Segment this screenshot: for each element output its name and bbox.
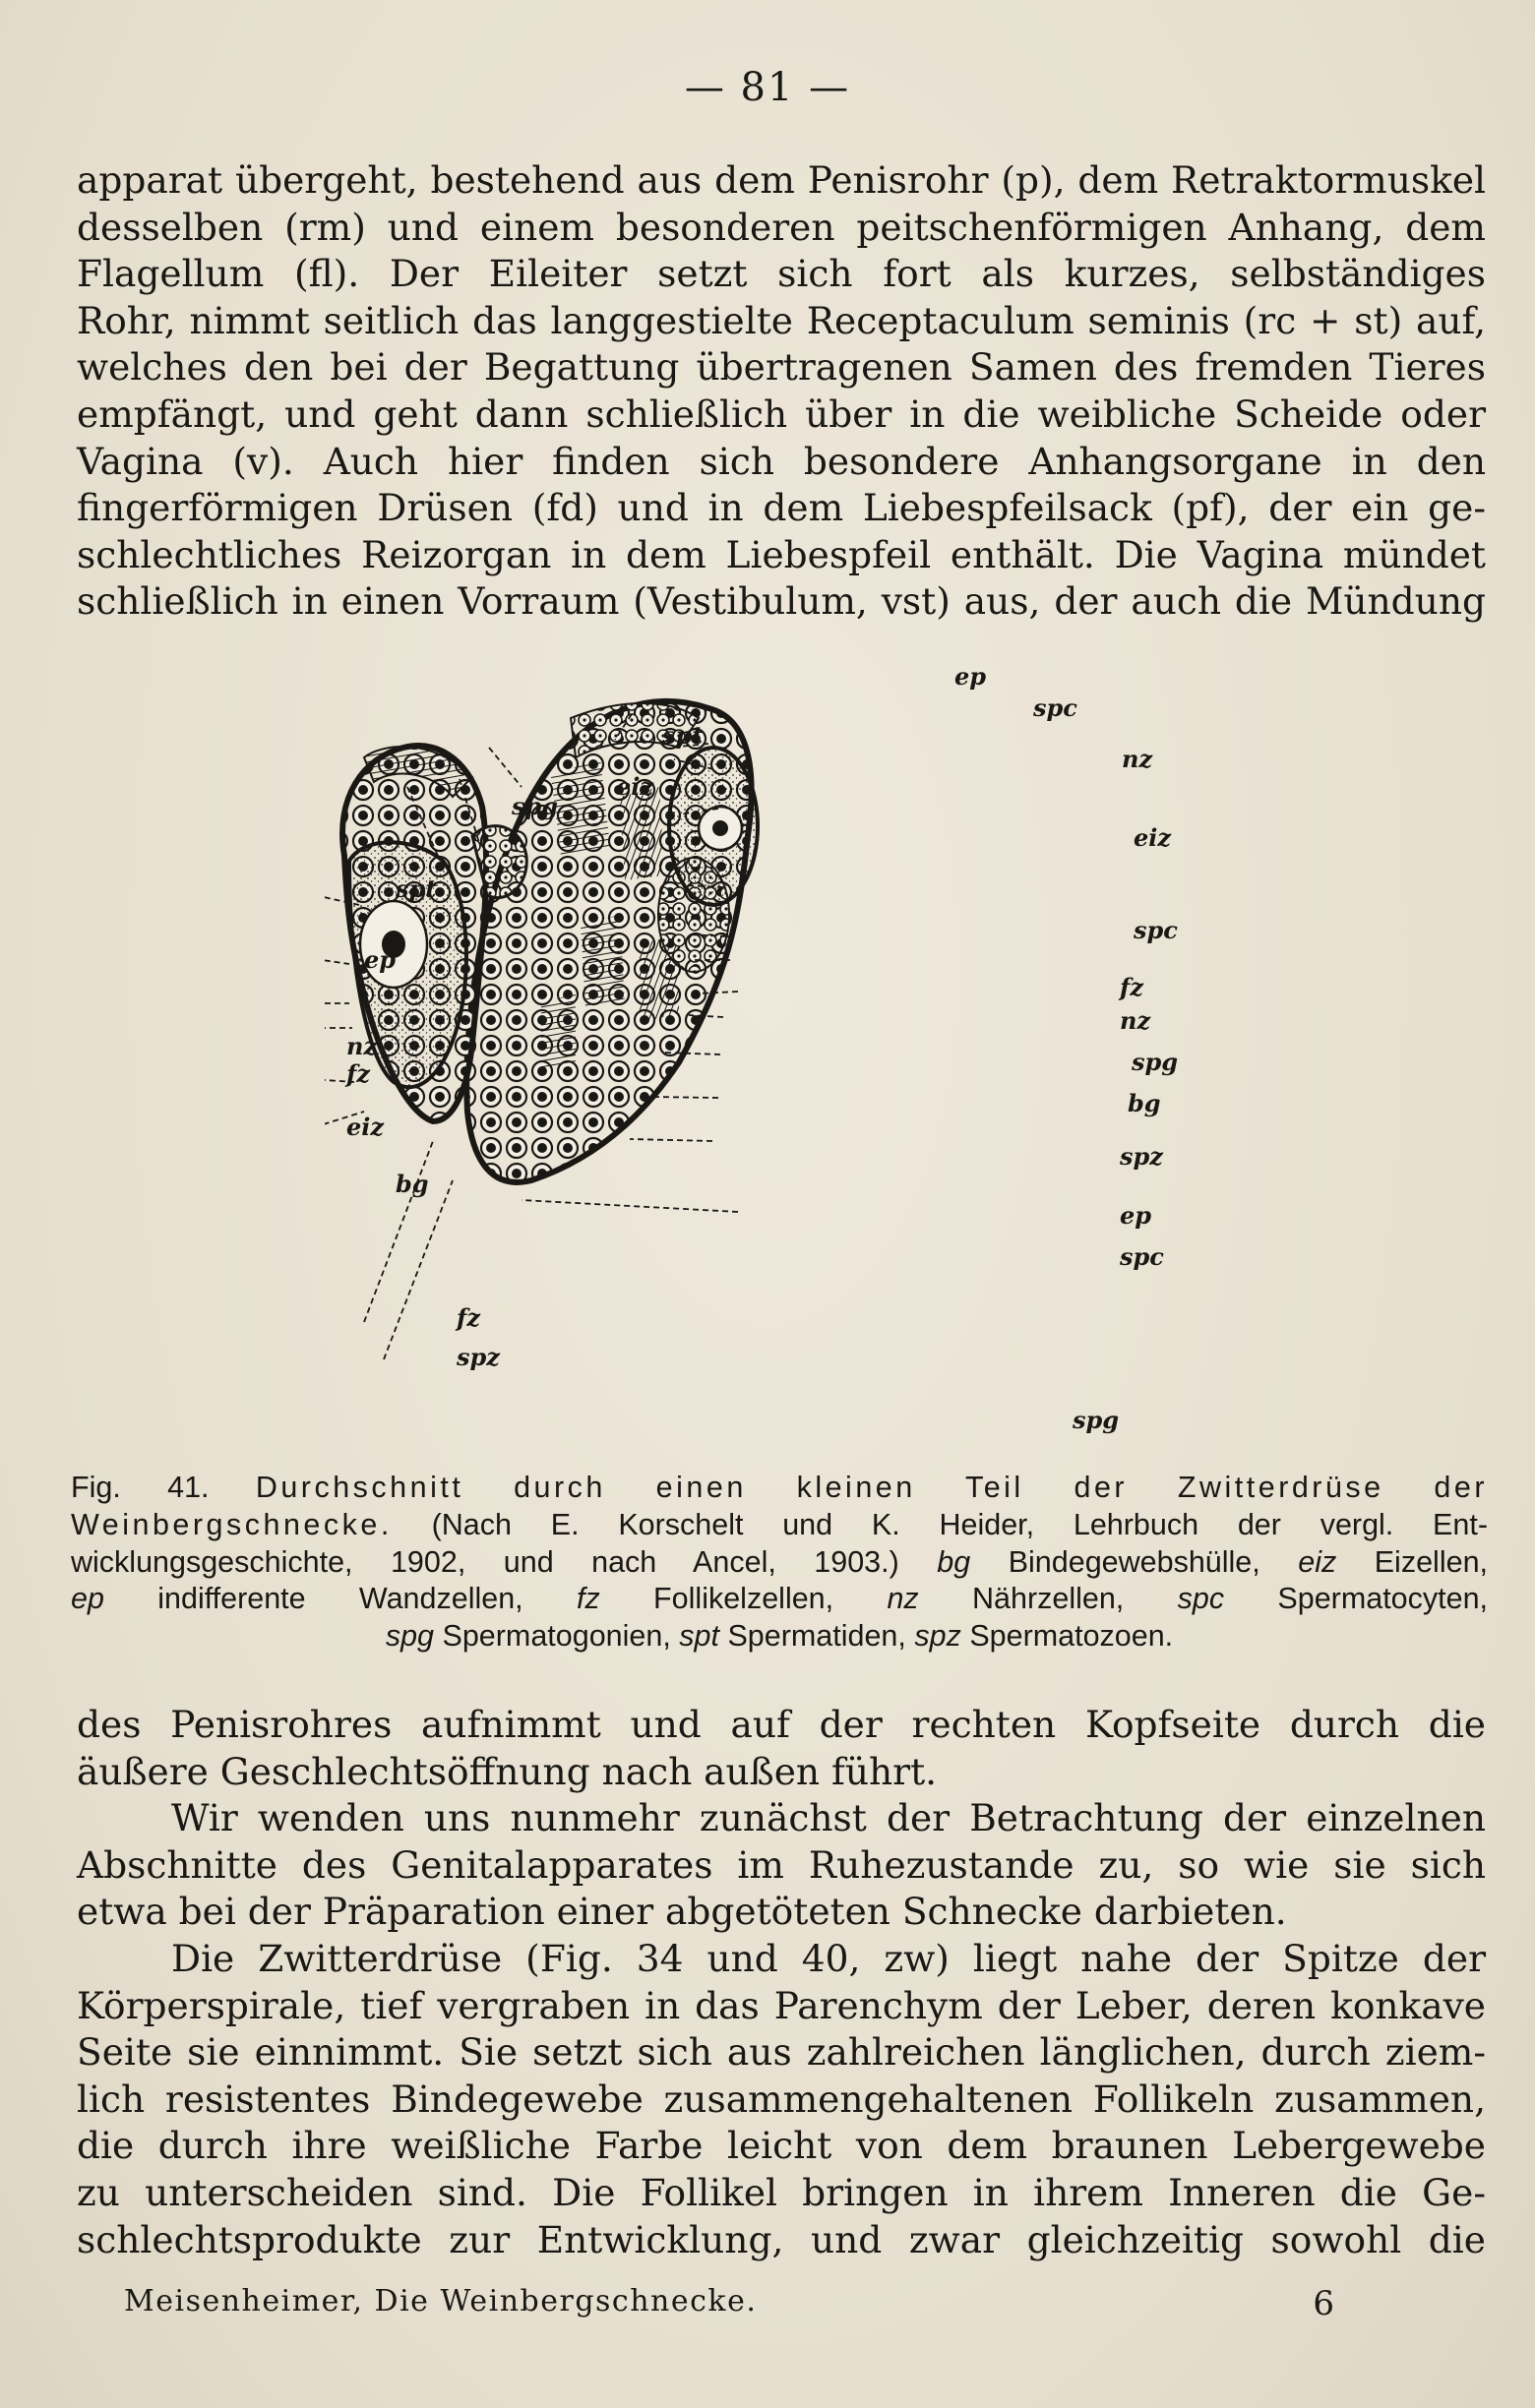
label-spg: spg: [1073, 1406, 1120, 1434]
text-line: lich resistentes Bindegewebe zusammengehaltenen Follikeln zusammen,: [77, 2077, 1486, 2121]
text-line: desselben (rm) und einem besonderen peitschenförmigen Anhang, dem: [77, 205, 1486, 249]
label-bg: bg: [1128, 1089, 1161, 1117]
caption-abbr: spc: [1177, 1582, 1225, 1616]
caption-abbr: eiz: [1298, 1544, 1337, 1579]
text-line: Wir wenden uns nunmehr zunächst der Betrachtung der einzelnen: [171, 1796, 1486, 1840]
signature-mark: 6: [1313, 2284, 1334, 2323]
text-line: etwa bei der Präparation einer abgetöteten Schnecke darbieten.: [77, 1890, 1287, 1934]
text-line: Vagina (v). Auch hier finden sich besondere Anhangsorgane in den: [77, 439, 1486, 483]
label-bg: bg: [396, 1170, 429, 1198]
label-spz: spz: [1120, 1142, 1163, 1171]
caption-line: [71, 1544, 1488, 1582]
figure-caption: [71, 1470, 1488, 1656]
label-ep: ep: [1120, 1201, 1152, 1230]
label-spt: spt: [396, 874, 437, 903]
caption-abbr: bg: [937, 1544, 971, 1579]
label-fz: fz: [457, 1303, 480, 1332]
text-line: empfängt, und geht dann schließlich über in die weibliche Scheide oder: [77, 391, 1486, 436]
caption-abbr: ep: [71, 1582, 104, 1616]
caption-def: Eizellen,: [1374, 1544, 1489, 1579]
caption-def: Spermatocyten,: [1277, 1582, 1489, 1616]
text-line: fingerförmigen Drüsen (fd) und in dem Liebespfeilsack (pf), der ein ge-: [77, 486, 1486, 530]
label-spz: spz: [457, 1343, 500, 1371]
label-spc: spc: [1120, 1242, 1164, 1271]
caption-def: Spermatiden,: [727, 1619, 906, 1654]
text-line: Seite sie einnimmt. Sie setzt sich aus zahlreichen länglichen, durch ziem-: [77, 2030, 1486, 2075]
text-line: apparat übergeht, bestehend aus dem Penisrohr (p), dem Retraktormuskel: [77, 158, 1486, 202]
caption-def: Spermatogonien,: [442, 1619, 671, 1654]
caption-source-end: wicklungsgeschichte, 1902, und nach Ancel, 1903.): [71, 1544, 899, 1579]
paragraph-bottom: [77, 1702, 1486, 2263]
page-number: — 81 —: [684, 65, 851, 110]
caption-title-end: Weinbergschnecke.: [71, 1507, 393, 1541]
text-line: Die Zwitterdrüse (Fig. 34 und 40, zw) liegt nahe der Spitze der: [171, 1936, 1486, 1980]
caption-line: [71, 1618, 1488, 1656]
text-line: Körperspirale, tief vergraben in das Parenchym der Leber, deren konkave: [77, 1983, 1486, 2027]
text-line: schlechtsprodukte zur Entwicklung, und zwar gleichzeitig sowohl die: [77, 2217, 1486, 2261]
caption-def: Spermatozoen.: [969, 1619, 1174, 1654]
label-spt: spt: [662, 721, 704, 750]
text-line: die durch ihre weißliche Farbe leicht von dem braunen Lebergewebe: [77, 2124, 1486, 2168]
label-nz: nz: [1122, 745, 1153, 773]
running-title: Meisenheimer, Die Weinbergschnecke.: [124, 2284, 758, 2318]
label-ep: ep: [954, 662, 987, 691]
caption-line: [71, 1507, 1488, 1544]
label-spg: spg: [512, 792, 559, 820]
caption-abbr: spt: [679, 1619, 719, 1654]
caption-figure-number: Fig. 41.: [71, 1471, 210, 1504]
text-line: des Penisrohres aufnimmt und auf der rechten Kopfseite durch die: [77, 1703, 1486, 1746]
figure-41-illustration: [325, 649, 1191, 1456]
text-line: Rohr, nimmt seitlich das langgestielte Receptaculum seminis (rc + st) auf,: [77, 298, 1486, 342]
label-nz: nz: [1120, 1006, 1151, 1035]
label-eiz: eiz: [346, 1113, 385, 1141]
caption-title: Durchschnitt durch einen kleinen Teil der Zwitterdrüse der: [255, 1471, 1488, 1504]
caption-line: [71, 1470, 1488, 1507]
text-line: welches den bei der Begattung übertragenen Samen des fremden Tieres: [77, 345, 1486, 390]
label-spg: spg: [1132, 1048, 1179, 1076]
caption-line: [71, 1581, 1488, 1618]
caption-def: Nährzellen,: [972, 1582, 1125, 1616]
caption-def: Bindegewebshülle,: [1008, 1544, 1260, 1579]
label-eiz: eiz: [1134, 823, 1172, 852]
label-eiz: eiz: [616, 772, 654, 801]
caption-abbr: spg: [385, 1619, 435, 1654]
label-spc: spc: [1033, 693, 1077, 722]
label-spc: spc: [1134, 916, 1178, 944]
caption-abbr: spz: [914, 1619, 961, 1654]
caption-def: indifferente Wandzellen,: [157, 1582, 523, 1616]
label-fz: fz: [346, 1059, 370, 1088]
label-fz: fz: [1120, 973, 1143, 1001]
page-footer: [124, 2284, 1334, 2323]
text-line: schlechtliches Reizorgan in dem Liebespfeil enthält. Die Vagina mündet: [77, 532, 1486, 576]
label-ep: ep: [364, 945, 397, 974]
caption-abbr: nz: [887, 1582, 919, 1616]
caption-source: (Nach E. Korschelt und K. Heider, Lehrbuch der vergl. Ent-: [431, 1507, 1488, 1541]
text-line: schließlich in einen Vorraum (Vestibulum, vst) aus, der auch die Mündung: [77, 579, 1486, 624]
text-line: zu unterscheiden sind. Die Follikel bringen in ihrem Inneren die Ge-: [77, 2170, 1486, 2214]
text-line: äußere Geschlechtsöffnung nach außen führt.: [77, 1749, 938, 1793]
paragraph-top: [77, 157, 1486, 626]
caption-def: Follikelzellen,: [653, 1582, 834, 1616]
text-line: Abschnitte des Genitalapparates im Ruhezustande zu, so wie sie sich: [77, 1842, 1486, 1887]
caption-abbr: fz: [576, 1582, 600, 1616]
label-nz: nz: [346, 1032, 378, 1060]
text-line: Flagellum (fl). Der Eileiter setzt sich fort als kurzes, selbständiges: [77, 252, 1486, 296]
